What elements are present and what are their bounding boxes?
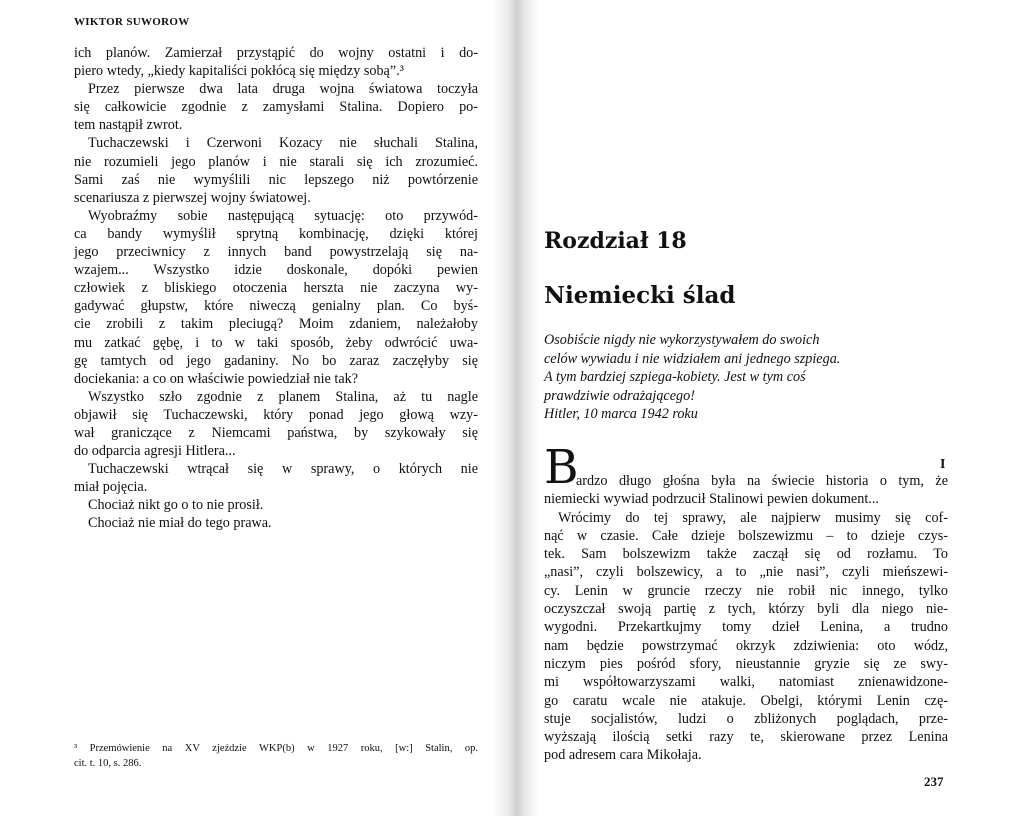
text-line: nam będzie powstrzymać okrzyk zdziwienia: oto wódz, (544, 637, 948, 654)
text-line: Przez pierwsze dwa lata druga wojna światowa toczyła (88, 81, 478, 98)
section-number: I (940, 457, 946, 472)
text-line: wzajem... Wszystko idzie doskonale, dopóki pewien (74, 262, 478, 279)
text-line: niemiecki wywiad podrzucił Stalinowi pewien dokument... (544, 491, 879, 508)
text-line: wał graniczące z Niemcami państwa, by szykowały się (74, 424, 478, 441)
epigraph (544, 331, 948, 424)
footnote-line: cit. t. 10, s. 286. (74, 757, 142, 769)
text-line: Wszystko szło zgodnie z planem Stalina, aż tu nagle (88, 388, 478, 405)
chapter-title: Niemiecki ślad (544, 282, 736, 309)
text-line: stuje socjalistów, ludzi o zbliżonych poglądach, prze- (544, 710, 948, 727)
text-line: Tuchaczewski wtrącał się w sprawy, o których nie (88, 461, 478, 478)
text-line: ca bandy wymyślił sprytną kombinację, dzięki której (74, 225, 478, 242)
left-body-text (74, 44, 478, 533)
text-line: Chociaż nie miał do tego prawa. (88, 515, 272, 532)
running-head: WIKTOR SUWOROW (74, 16, 190, 28)
text-line: cie zrobili z takim pleciugą? Moim zdaniem, należałoby (74, 316, 478, 333)
text-line: gadywać głupstw, które niweczą genialny plan. Co byś- (74, 298, 478, 315)
text-line: Wyobraźmy sobie następującą sytuację: oto przywód- (88, 207, 478, 224)
text-line: oczyszczał swoją partię z tych, którzy byli dla niego nie- (544, 601, 948, 618)
chapter-label: Rozdział 18 (544, 228, 687, 254)
text-line: mu zatkać gębę, i to w taki sposób, żeby odwrócić uwa- (74, 334, 478, 351)
text-line: Sami zaś nie wymyślili nic lepszego niż powtórzenie (74, 171, 478, 188)
epigraph-line: A tym bardziej szpiega-kobiety. Jest w tym coś (544, 369, 806, 385)
text-line: pod adresem cara Mikołaja. (544, 747, 702, 764)
text-line: „nasi”, czyli bolszewicy, a to „nie nasi”, czyli mieńszewi- (544, 564, 948, 581)
text-line: wygodni. Przekartkujmy tomy dzieł Lenina, a trudno (544, 619, 948, 636)
text-line: ich planów. Zamierzał przystąpić do wojny ostatni i do- (74, 45, 478, 61)
text-line: ardzo długo głośna była na świecie historia o tym, że (576, 473, 948, 489)
text-line: Tuchaczewski i Czerwoni Kozacy nie słuchali Stalina, (88, 135, 478, 152)
text-line: jego przeciwnicy z innych band powystrzelają się na- (74, 244, 478, 261)
text-line: miał pojęcia. (74, 479, 148, 496)
text-line: mi współtowarzyszami walki, natomiast znienawidzone- (544, 674, 948, 691)
text-line: się całkowicie zgodnie z zamysłami Stalina. Dopiero po- (74, 99, 478, 116)
text-line: tek. Sam bolszewizm także zaczął się od rozłamu. To (544, 546, 948, 563)
text-line: nąć w czasie. Całe dzieje bolszewizmu – to dzieje czys- (544, 527, 948, 544)
text-line: piero wtedy, „kiedy kapitaliści pokłócą się między sobą”.³ (74, 63, 404, 80)
drop-cap: B (544, 440, 579, 495)
text-line: człowiek z bliskiego otoczenia herszta nie zaczyna wy- (74, 280, 478, 297)
epigraph-attribution: Hitler, 10 marca 1942 roku (544, 406, 698, 422)
text-line: do odparcia agresji Hitlera... (74, 443, 236, 460)
epigraph-line: celów wywiadu i nie widziałem ani jednego szpiega. (544, 350, 841, 367)
text-line: dociekania: a co on właściwie powiedział nie tak? (74, 370, 359, 387)
text-line: gę tamtych od jego gadaniny. No bo zaraz zaczęłyby się (74, 352, 478, 369)
text-line: Chociaż nikt go o to nie prosił. (88, 497, 264, 514)
book-gutter (492, 0, 540, 816)
page-number: 237 (924, 774, 944, 789)
text-line: Wrócimy do tej sprawy, ale najpierw musimy się cof- (558, 509, 948, 526)
right-body-text (544, 472, 948, 765)
text-line: nie rozumieli jego planów i nie starali się ich zrozumieć. (74, 153, 478, 170)
text-line: go caratu wcale nie atakuje. Obelgi, którymi Lenin czę- (544, 692, 948, 709)
left-page (0, 0, 492, 816)
text-line: objawił się Tuchaczewski, który ponad jego głową wzy- (74, 406, 478, 423)
footnote (74, 742, 478, 771)
text-line: cy. Lenin w gruncie rzeczy nie robił nic innego, tylko (544, 582, 948, 599)
epigraph-line: Osobiście nigdy nie wykorzystywałem do swoich (544, 332, 820, 348)
epigraph-line: prawdziwie odrażającego! (544, 387, 695, 404)
text-line: scenariusza z pierwszej wojny światowej. (74, 189, 311, 206)
footnote-line: ³ Przemówienie na XV zjeździe WKP(b) w 1927 roku, [w:] Stalin, op. (74, 743, 478, 754)
text-line: niczym pies pośród sfory, nieustannie gryzie się ze swy- (544, 655, 948, 672)
text-line: wyższają ilością setki razy te, skierowane przez Lenina (544, 729, 948, 746)
right-page (540, 0, 1029, 816)
text-line: tem nastąpił zwrot. (74, 117, 183, 134)
